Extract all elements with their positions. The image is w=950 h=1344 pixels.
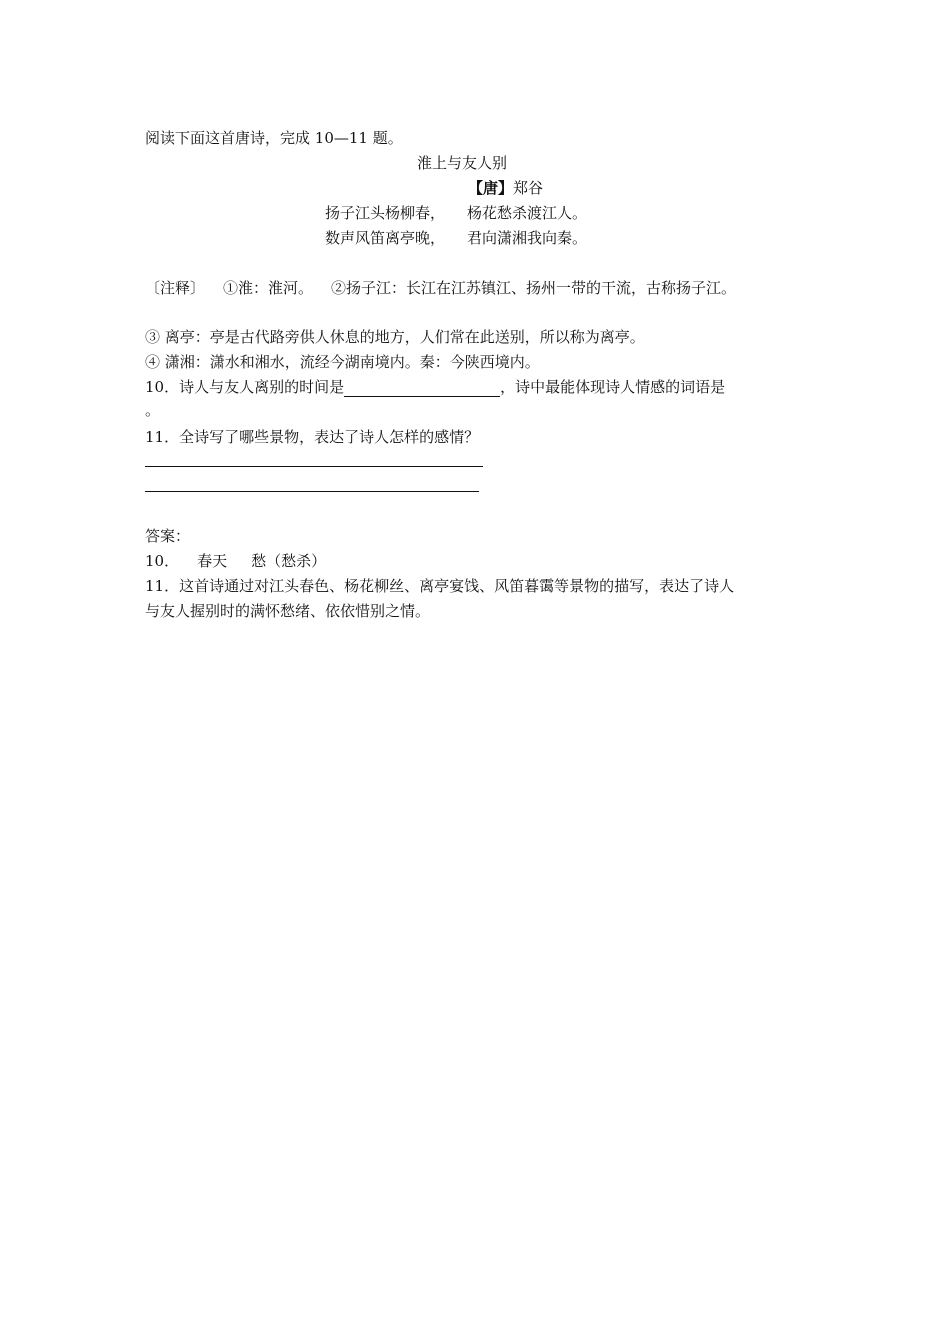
note-1: ①淮：淮河。 — [223, 279, 314, 297]
answer-blank-time[interactable] — [344, 380, 500, 397]
notes-line-1 — [145, 278, 736, 298]
answer-10-number: 10． — [145, 552, 180, 570]
intro-text: 阅读下面这首唐诗，完成 10—11 题。 — [145, 129, 403, 147]
poem-dynasty: 【唐】 — [468, 179, 514, 197]
question-10-prefix: 10．诗人与友人离别的时间是 — [145, 378, 345, 396]
answer-line-1[interactable] — [145, 466, 483, 467]
poem-title: 淮上与友人别 — [417, 154, 508, 172]
note-3: ③ 离亭：亭是古代路旁供人休息的地方，人们常在此送别，所以称为离亭。 — [145, 328, 645, 346]
answer-11-line-1: 11．这首诗通过对江头春色、杨花柳丝、离亭宴饯、风笛暮霭等景物的描写，表达了诗人 — [145, 577, 735, 595]
answer-11-line-2: 与友人握别时的满怀愁绪、依依惜别之情。 — [145, 602, 431, 620]
question-11: 11．全诗写了哪些景物，表达了诗人怎样的感情？ — [145, 428, 480, 446]
poem-line-1 — [325, 203, 587, 223]
poem-line-2a: 数声风笛离亭晚， — [325, 229, 446, 247]
notes-label: 〔注释〕 — [145, 279, 206, 297]
poem-author — [468, 178, 543, 198]
note-4: ④ 潇湘：潇水和湘水，流经今湖南境内。秦：今陕西境内。 — [145, 353, 540, 371]
question-10 — [145, 377, 725, 397]
answers-label: 答案： — [145, 527, 191, 545]
poem-line-1b: 杨花愁杀渡江人。 — [467, 204, 588, 222]
poem-line-2b: 君向潇湘我向秦。 — [467, 229, 588, 247]
poem-author-name: 郑谷 — [513, 179, 544, 197]
question-10-suffix: ，诗中最能体现诗人情感的词语是 — [500, 378, 726, 396]
question-10-end: 。 — [145, 401, 161, 419]
answer-10 — [145, 551, 326, 571]
answer-line-2[interactable] — [145, 491, 479, 492]
note-2: ②扬子江：长江在江苏镇江、扬州一带的干流，古称扬子江。 — [331, 279, 737, 297]
answer-10-word: 愁（愁杀） — [251, 552, 327, 570]
poem-line-1a: 扬子江头杨柳春， — [325, 204, 446, 222]
answer-10-time: 春天 — [197, 552, 228, 570]
poem-line-2 — [325, 228, 587, 248]
